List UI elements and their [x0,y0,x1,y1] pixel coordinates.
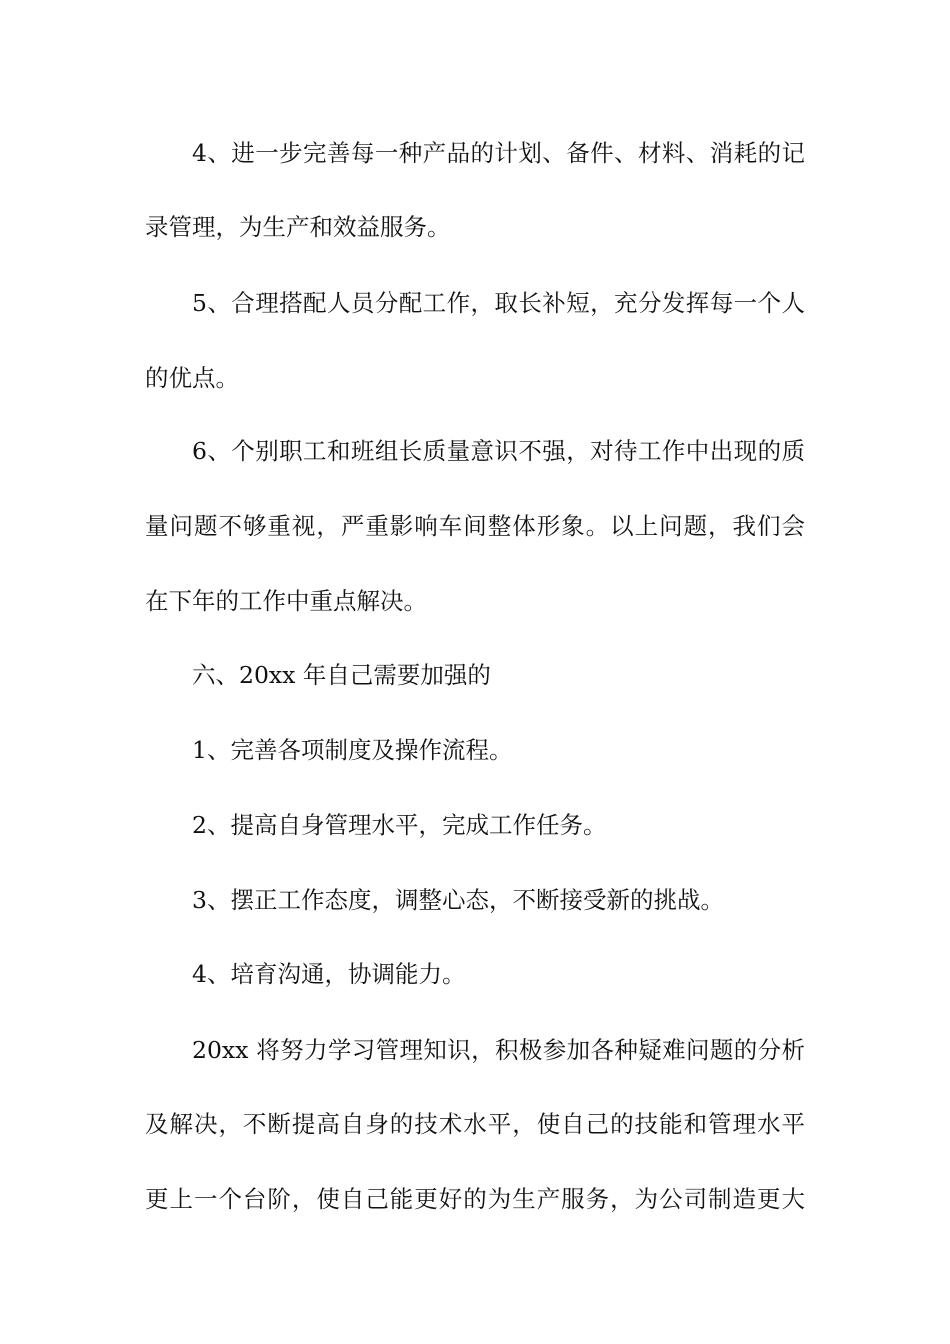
paragraph-line: 在下年的工作中重点解决。 [145,587,427,615]
list-item: 4、培育沟通，协调能力。 [192,960,466,988]
paragraph-line: 量问题不够重视，严重影响车间整体形象。以上问题，我们会 [145,512,805,540]
paragraph-line: 20xx 将努力学习管理知识，积极参加各种疑难问题的分析 [192,1036,805,1064]
list-item: 2、提高自身管理水平，完成工作任务。 [192,811,607,839]
paragraph-line: 录管理，为生产和效益服务。 [145,213,451,241]
list-item: 3、摆正工作态度，调整心态，不断接受新的挑战。 [192,886,724,914]
section-heading: 六、20xx 年自己需要加强的 [192,661,491,689]
list-item: 1、完善各项制度及操作流程。 [192,736,513,764]
paragraph-line: 及解决，不断提高自身的技术水平，使自己的技能和管理水平 [145,1110,805,1138]
paragraph-line: 更上一个台阶，使自己能更好的为生产服务，为公司制造更大 [145,1185,805,1213]
paragraph-line: 5、合理搭配人员分配工作，取长补短，充分发挥每一个人 [192,289,805,317]
paragraph-line: 6、个别职工和班组长质量意识不强，对待工作中出现的质 [192,437,805,465]
paragraph-line: 的优点。 [145,364,239,392]
paragraph-line: 4、进一步完善每一种产品的计划、备件、材料、消耗的记 [192,139,805,167]
